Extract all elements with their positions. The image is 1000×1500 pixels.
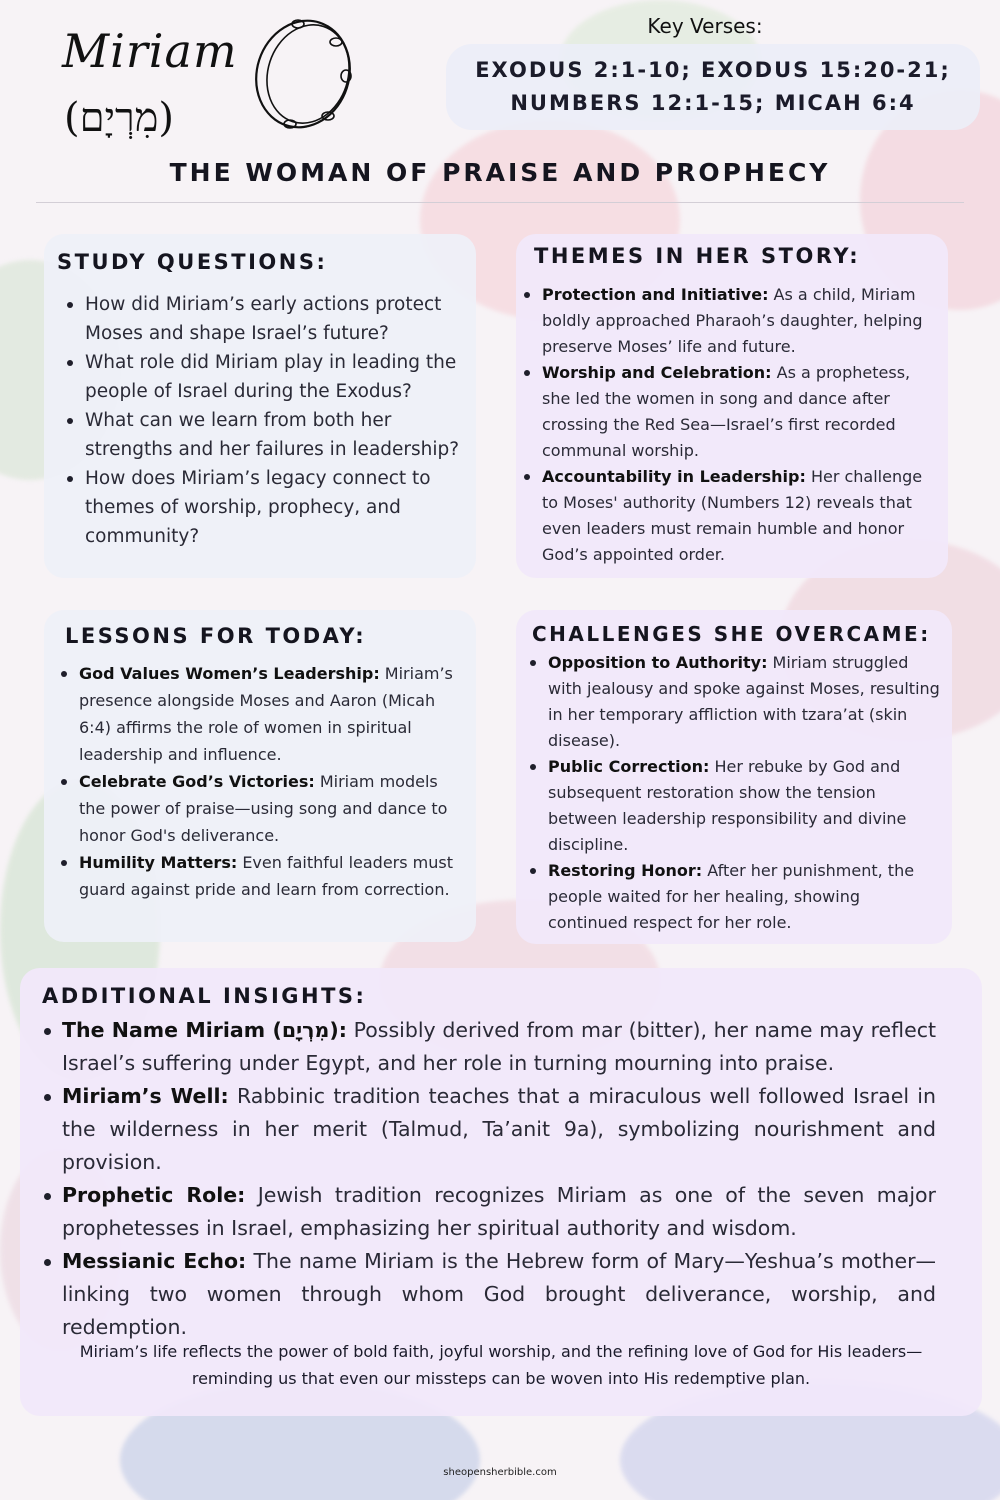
challenges-card [516, 610, 952, 944]
item-lead: Accountability in Leadership: [542, 467, 806, 486]
list-item [79, 768, 467, 849]
item-text: Rabbinic tradition teaches that a miraculous well followed Israel in the wilderness in her merit (Talmud, Ta’anit 9a), symbolizing nourishment and provision. [62, 1084, 936, 1174]
item-text: As a prophetess, she led the women in song and dance after crossing the Red Sea—Israel’s first recorded communal worship. [542, 363, 911, 460]
themes-heading: THEMES IN HER STORY: [534, 244, 861, 268]
list-item [62, 1179, 936, 1245]
logo-script-name: Miriam [62, 24, 238, 78]
footer-website: sheopensherbible.com [443, 1467, 557, 1478]
list-item [548, 754, 944, 858]
item-lead: Public Correction: [548, 757, 710, 776]
title-divider [36, 202, 964, 203]
item-text: As a child, Miriam boldly approached Pharaoh’s daughter, helping preserve Moses’ life and future. [542, 285, 923, 356]
item-text: Jewish tradition recognizes Miriam as one of the seven major prophetesses in Israel, emphasizing her spiritual authority and wisdom. [62, 1183, 936, 1240]
item-lead: Humility Matters: [79, 853, 238, 872]
closing-line-1: Miriam’s life reflects the power of bold faith, joyful worship, and the refining love of God for His leaders— [79, 1342, 923, 1361]
study-questions-list [85, 290, 469, 551]
item-lead: God Values Women’s Leadership: [79, 664, 380, 683]
closing-line-2: reminding us that even our missteps can be woven into His redemptive plan. [191, 1369, 811, 1388]
list-item [548, 858, 944, 936]
item-text: Miriam models the power of praise—using song and dance to honor God's deliverance. [79, 772, 448, 845]
item-text: Even faithful leaders must guard against pride and learn from correction. [79, 853, 453, 899]
item-text: Her rebuke by God and subsequent restoration show the tension between leadership responsibility and divine discipline. [548, 757, 907, 854]
list-item: How does Miriam’s legacy connect to themes of worship, prophecy, and community? [85, 464, 469, 551]
item-text: Miriam struggled with jealousy and spoke against Moses, resulting in her temporary affliction with tzara’at (skin disease). [548, 653, 940, 750]
themes-list [542, 282, 940, 568]
item-lead: Restoring Honor: [548, 861, 703, 880]
item-text: Her challenge to Moses' authority (Numbers 12) reveals that even leaders must remain humble and honor God’s appointed order. [542, 467, 923, 564]
item-text: The name Miriam is the Hebrew form of Mary—Yeshua’s mother—linking two women through whom God brought deliverance, worship, and redemption. [62, 1249, 937, 1339]
item-text: After her punishment, the people waited for her healing, showing continued respect for her role. [548, 861, 915, 932]
key-verses-box [446, 44, 980, 130]
item-text: Possibly derived from mar (bitter), her name may reflect Israel’s suffering under Egypt, and her role in turning mourning into praise. [62, 1018, 937, 1075]
study-questions-heading: STUDY QUESTIONS: [57, 250, 328, 274]
list-item [542, 282, 940, 360]
item-lead: Prophetic Role: [62, 1183, 246, 1207]
list-item: What can we learn from both her strengths and her failures in leadership? [85, 406, 469, 464]
item-text: Miriam’s presence alongside Moses and Aaron (Micah 6:4) affirms the role of women in spiritual leadership and influence. [79, 664, 453, 764]
insights-heading: ADDITIONAL INSIGHTS: [42, 984, 367, 1008]
tambourine-icon [248, 14, 358, 134]
challenges-list [548, 650, 944, 936]
key-verses-line-1: EXODUS 2:1-10; EXODUS 15:20-21; [475, 58, 951, 82]
insights-list [62, 1014, 936, 1344]
list-item [62, 1080, 936, 1179]
item-lead: Protection and Initiative: [542, 285, 769, 304]
list-item [62, 1014, 936, 1080]
list-item [542, 360, 940, 464]
lessons-heading: LESSONS FOR TODAY: [65, 624, 367, 648]
lessons-list [79, 660, 467, 903]
list-item: How did Miriam’s early actions protect Moses and shape Israel’s future? [85, 290, 469, 348]
item-lead: Celebrate God’s Victories: [79, 772, 315, 791]
key-verses-line-2: NUMBERS 12:1-15; MICAH 6:4 [510, 91, 916, 115]
item-lead: Opposition to Authority: [548, 653, 768, 672]
themes-card [516, 234, 948, 578]
item-lead: The Name Miriam (מִרְיָם): [62, 1018, 347, 1042]
list-item [62, 1245, 936, 1344]
logo-hebrew-name: (מִרְיָם) [64, 95, 175, 141]
item-lead: Worship and Celebration: [542, 363, 772, 382]
list-item [548, 650, 944, 754]
challenges-heading: CHALLENGES SHE OVERCAME: [532, 622, 931, 646]
list-item [542, 464, 940, 568]
list-item [79, 660, 467, 768]
list-item: What role did Miriam play in leading the people of Israel during the Exodus? [85, 348, 469, 406]
closing-statement [40, 1338, 962, 1392]
list-item [79, 849, 467, 903]
item-lead: Miriam’s Well: [62, 1084, 229, 1108]
page-title: THE WOMAN OF PRAISE AND PROPHECY [169, 158, 831, 187]
key-verses-label: Key Verses: [647, 14, 763, 38]
lessons-card [44, 610, 476, 942]
study-questions-card [44, 234, 476, 578]
insights-card [20, 968, 982, 1416]
item-lead: Messianic Echo: [62, 1249, 247, 1273]
